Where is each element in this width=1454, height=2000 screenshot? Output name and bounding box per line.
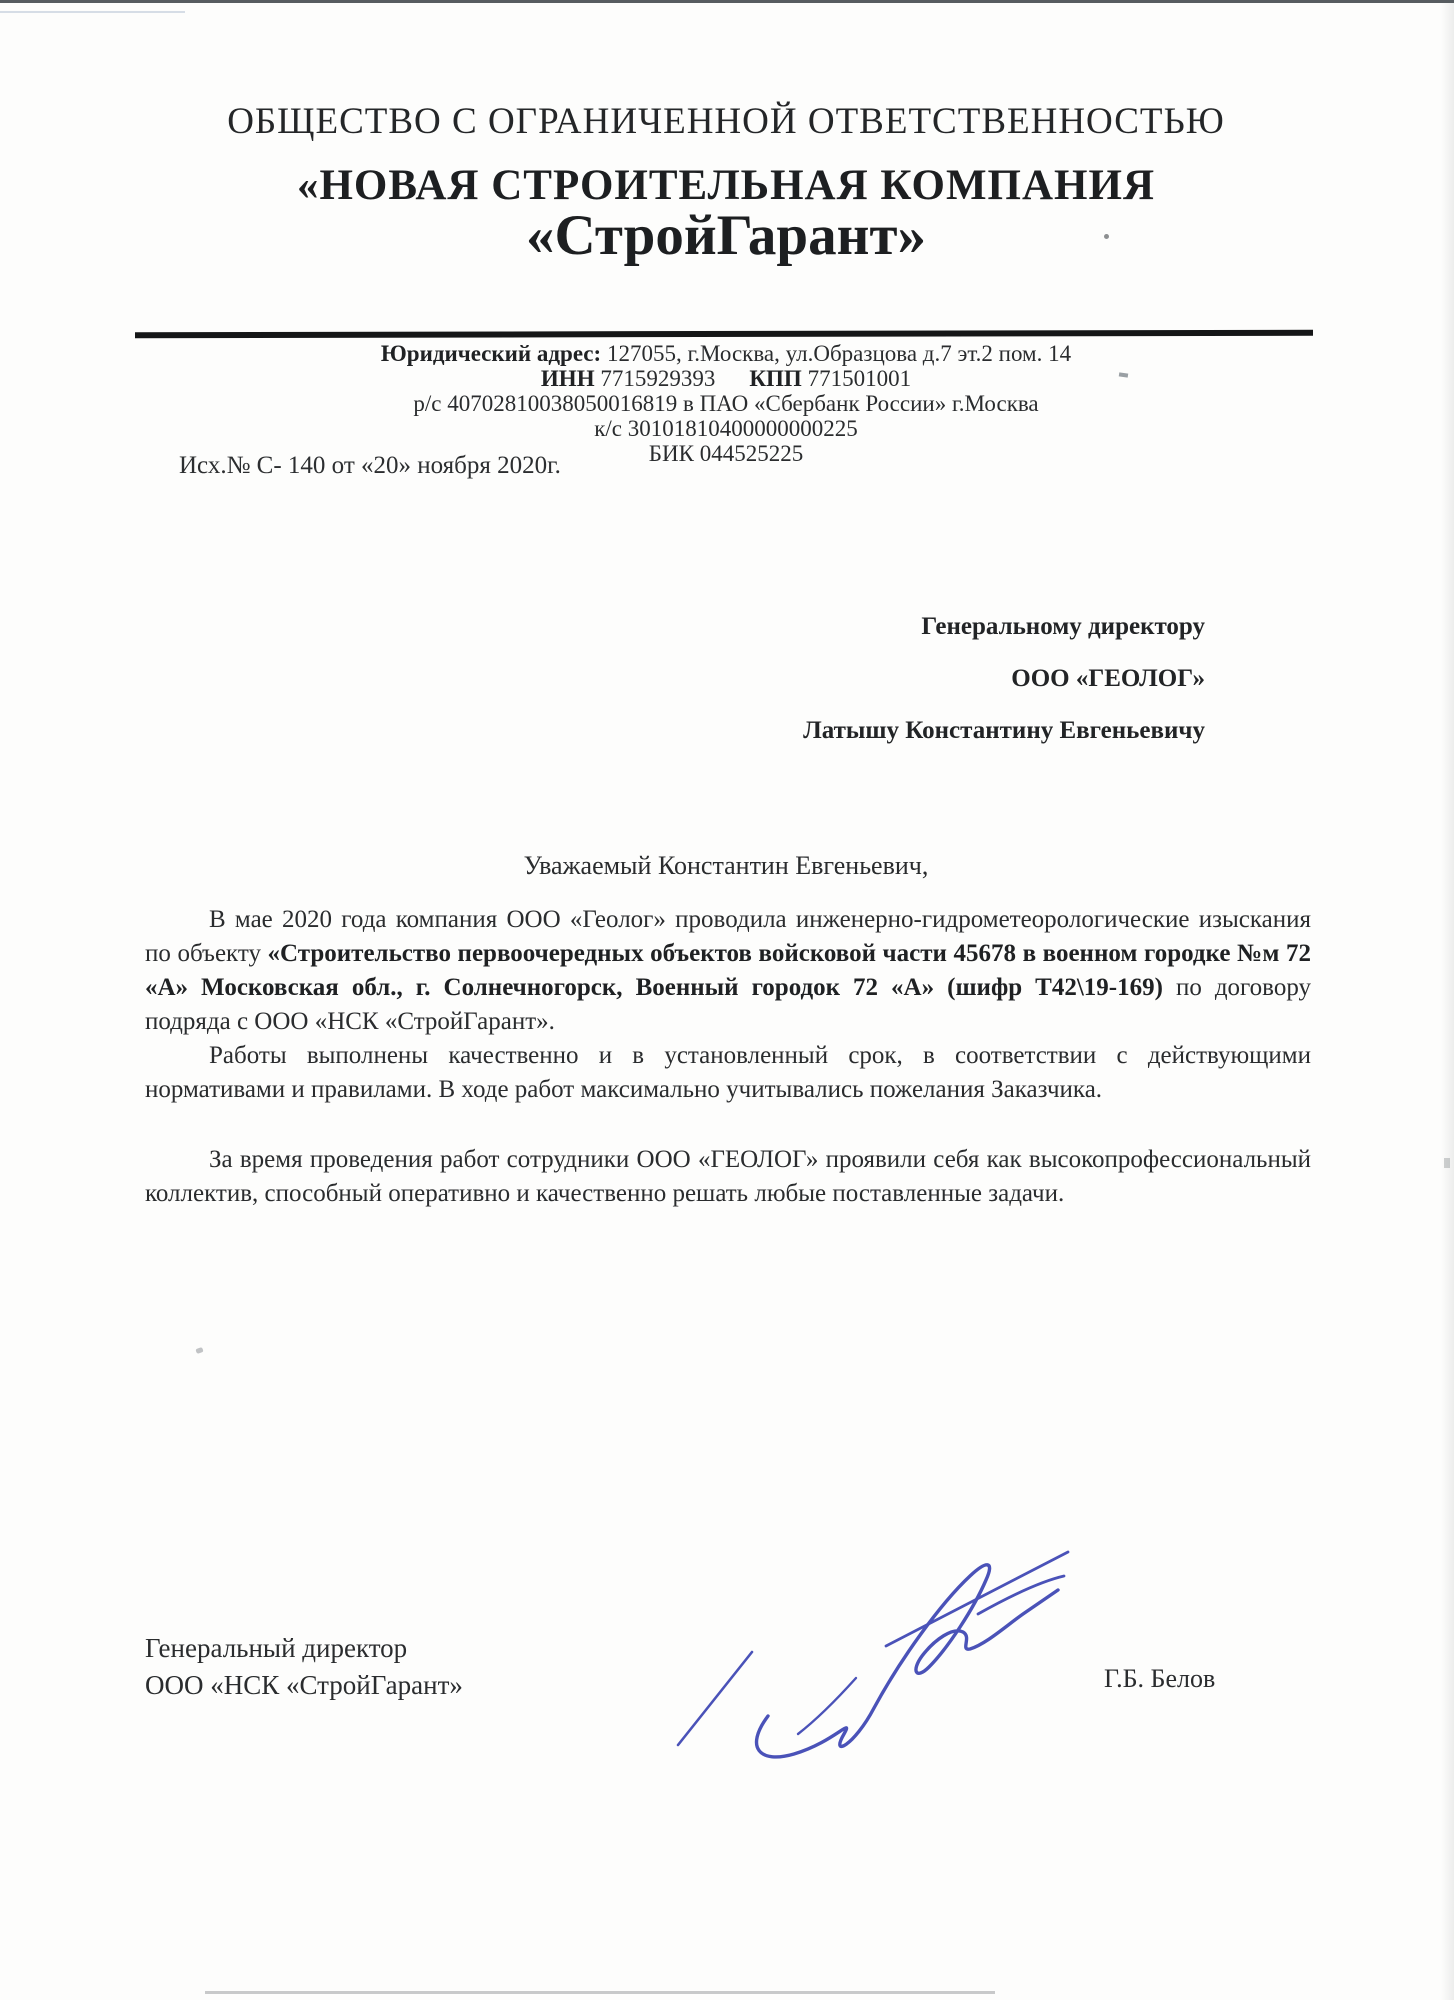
legal-address-value: 127055, г.Москва, ул.Образцова д.7 эт.2 пом. 14 <box>601 341 1072 366</box>
legal-address-label: Юридический адрес: <box>380 341 602 366</box>
recipient-company: ООО «ГЕОЛОГ» <box>1011 665 1205 692</box>
outgoing-number-line: Исх.№ С- 140 от «20» ноября 2020г. <box>179 452 561 479</box>
scan-bottom-edge <box>205 1991 995 1994</box>
paragraph1-text-start: В мае 2020 года компания ООО «Геолог» проводила инженерно-гидрометеорологические изыскания по объекту <box>145 906 1311 967</box>
scan-top-edge <box>0 0 1454 3</box>
signer-title-line2: ООО «НСК «СтройГарант» <box>145 1670 463 1700</box>
handwritten-signature-ink <box>648 1520 1084 1770</box>
bik-line: БИК 044525225 <box>648 441 804 466</box>
signer-title-line1: Генеральный директор <box>145 1633 408 1663</box>
scan-speck <box>1444 1158 1450 1168</box>
salutation: Уважаемый Константин Евгеньевич, <box>523 851 929 880</box>
scan-streak <box>0 11 185 13</box>
paragraph1-object-name: «Строительство первоочередных объектов войсковой части 45678 в военном городке №м 72 «А» Московская обл., г. Солнечногорск, Военный городок 72 «А» (шифр Т42\19-169) <box>145 940 1311 1001</box>
kpp-value: 771501001 <box>801 366 912 391</box>
recipient-name: Латышу Константину Евгеньевичу <box>803 717 1205 744</box>
inn-value: 7715929393 <box>594 366 716 391</box>
inn-kpp-line <box>135 366 1317 391</box>
scan-right-shadow <box>1441 0 1454 2000</box>
body-paragraph-1 <box>145 903 1311 1039</box>
kpp-label: КПП <box>749 366 802 391</box>
letterhead-divider <box>135 330 1313 338</box>
company-name-line1: «НОВАЯ СТРОИТЕЛЬНАЯ КОМПАНИЯ <box>296 162 1156 209</box>
body-paragraph-2: Работы выполнены качественно и в установленный срок, в соответствии с действующими нормативами и правилами. В ходе работ максимально учитывались пожелания Заказчика. <box>145 1042 1311 1103</box>
letterhead-details <box>135 341 1317 466</box>
recipient-position: Генеральному директору <box>921 613 1205 640</box>
scan-speck <box>195 1347 203 1354</box>
org-type-heading: ОБЩЕСТВО С ОГРАНИЧЕННОЙ ОТВЕТСТВЕННОСТЬЮ <box>227 101 1225 142</box>
company-name-line2: «СтройГарант» <box>526 204 926 267</box>
legal-address-line <box>135 341 1317 366</box>
signer-name: Г.Б. Белов <box>1104 1664 1216 1693</box>
body-paragraph-3: За время проведения работ сотрудники ООО «ГЕОЛОГ» проявили себя как высокопрофессиональный коллектив, способный оперативно и качественно решать любые поставленные задачи. <box>145 1146 1311 1207</box>
inn-label: ИНН <box>540 366 595 391</box>
recipient-block <box>700 601 1205 757</box>
correspondent-account-line: к/с 30101810400000000225 <box>594 416 858 441</box>
paragraph1-text-end: по договору подряда с ООО «НСК «СтройГарант». <box>145 974 1311 1035</box>
settlement-account-line: р/с 40702810038050016819 в ПАО «Сбербанк России» г.Москва <box>413 391 1039 416</box>
signer-title-block <box>145 1630 463 1704</box>
letter-body <box>145 903 1311 1211</box>
